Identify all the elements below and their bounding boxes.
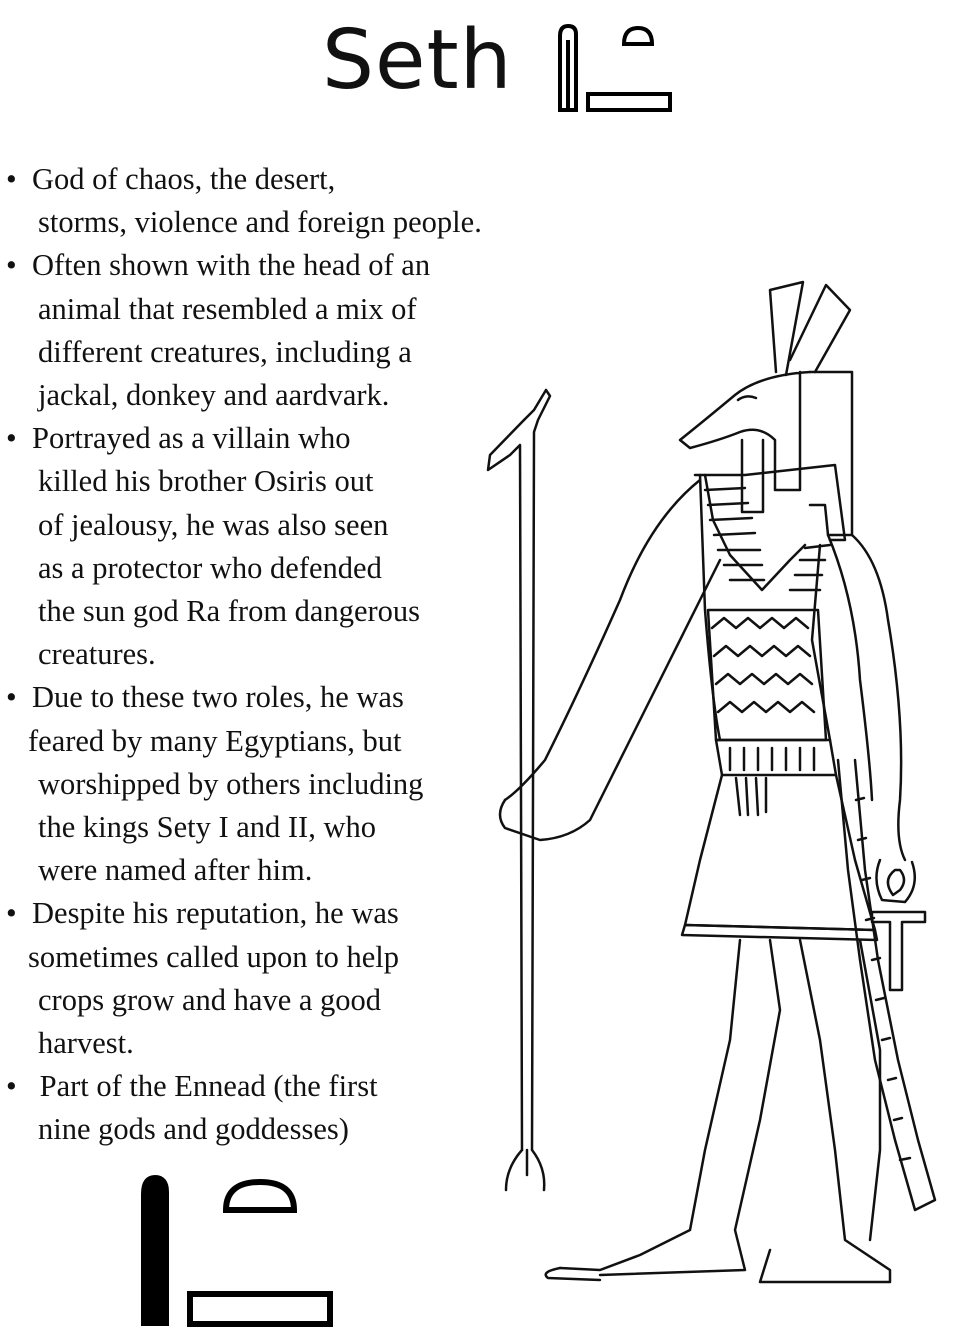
seth-figure-illustration (470, 270, 950, 1290)
bullet-text: Portrayed as a villain who (32, 421, 351, 456)
bullet-text: the sun god Ra from dangerous (38, 594, 421, 629)
bullet-dot: • (6, 162, 17, 196)
bullet-text: Often shown with the head of an (32, 248, 431, 283)
bullet-text: Despite his reputation, he was (32, 896, 399, 931)
bullet-text: different creatures, including a (38, 334, 412, 369)
bullet-dot: • (6, 680, 17, 715)
bullet-dot: • (6, 896, 17, 931)
seth-hieroglyph-icon (548, 22, 678, 114)
bullet-text: were named after him. (38, 853, 313, 888)
bullet-item (6, 158, 566, 244)
bullet-text: worshipped by others including (38, 766, 424, 801)
bullet-dot: • (6, 421, 17, 456)
bullet-text: God of chaos, the desert, (32, 162, 336, 196)
bullet-text: jackal, donkey and aardvark. (38, 378, 390, 413)
bullet-text: of jealousy, he was also seen (38, 507, 389, 542)
bullet-text: crops grow and have a good (38, 982, 382, 1017)
bullet-text: sometimes called upon to help (28, 939, 400, 974)
bullet-text: feared by many Egyptians, but (28, 723, 402, 758)
page-title: Seth (322, 13, 513, 108)
bullet-text: Due to these two roles, he was (32, 680, 404, 715)
bullet-text: creatures. (38, 637, 156, 672)
bullet-text: Part of the Ennead (the first (32, 1069, 378, 1104)
bullet-text: as a protector who defended (38, 550, 382, 585)
bullet-text: animal that resembled a mix of (38, 291, 417, 326)
bullet-text: killed his brother Osiris out (38, 464, 374, 499)
bullet-dot: • (6, 1069, 17, 1104)
bullet-text: nine gods and goddesses) (38, 1112, 349, 1147)
bullet-text: storms, violence and foreign people. (38, 205, 482, 240)
seth-hieroglyph-icon (130, 1168, 340, 1328)
bullet-text: the kings Sety I and II, who (38, 810, 376, 845)
bullet-text: harvest. (38, 1026, 134, 1061)
bullet-dot: • (6, 248, 17, 283)
